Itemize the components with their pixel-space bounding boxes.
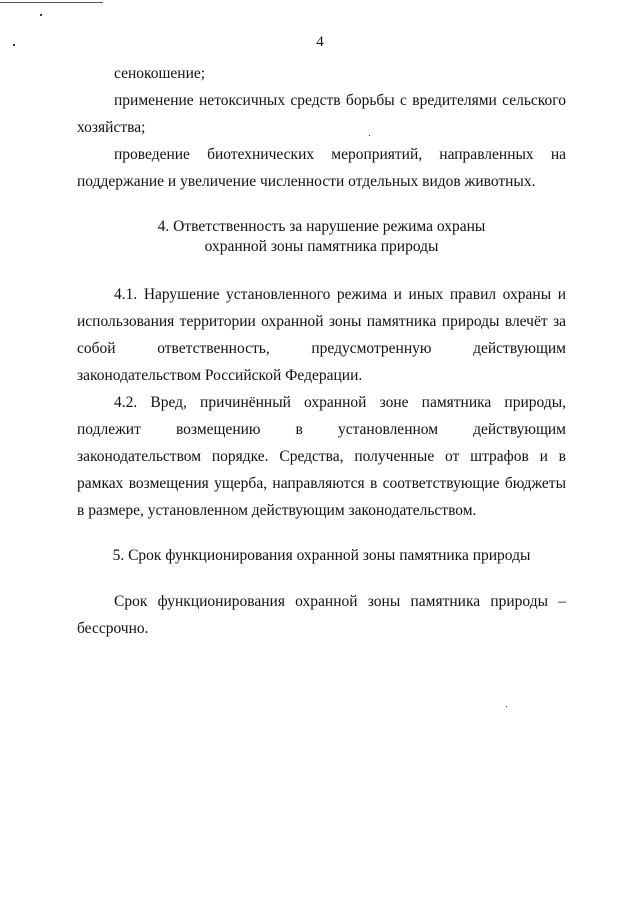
section-4-title-line-2: охранной зоны памятника природы <box>204 238 439 255</box>
page-number: 4 <box>316 34 324 50</box>
section-4-title-line-1: 4. Ответственность за нарушение режима охраны <box>157 218 486 235</box>
document-body <box>77 60 566 642</box>
paragraph-4-1: 4.1. Нарушение установленного режима и иных правил охраны и использования территории охранной зоны памятника природы влечёт за собой ответственность, предусмотренную действующим законодательством Российской Федерации. <box>77 286 566 384</box>
paragraph-5-term: Срок функционирования охранной зоны памятника природы – бессрочно. <box>77 593 566 637</box>
paragraph-haymaking: сенокошение; <box>114 65 206 82</box>
section-5-title: 5. Срок функционирования охранной зоны памятника природы <box>112 547 531 564</box>
scan-speck <box>40 14 42 16</box>
top-left-rule <box>0 2 103 3</box>
paragraph-non-toxic-pest-control: применение нетоксичных средств борьбы с вредителями сельского хозяйства; <box>77 92 566 136</box>
paragraph-biotechnical-measures: проведение биотехнических мероприятий, направленных на поддержание и увеличение численности отдельных видов животных. <box>77 146 566 190</box>
paragraph-4-2: 4.2. Вред, причинённый охранной зоне памятника природы, подлежит возмещению в установленном действующим законодательством порядке. Средства, полученные от штрафов и в рамках возмещения ущерба, направляются в соответствующие бюджеты в размере, установленном действующим законодательством. <box>77 394 566 519</box>
scan-speck <box>506 706 507 707</box>
